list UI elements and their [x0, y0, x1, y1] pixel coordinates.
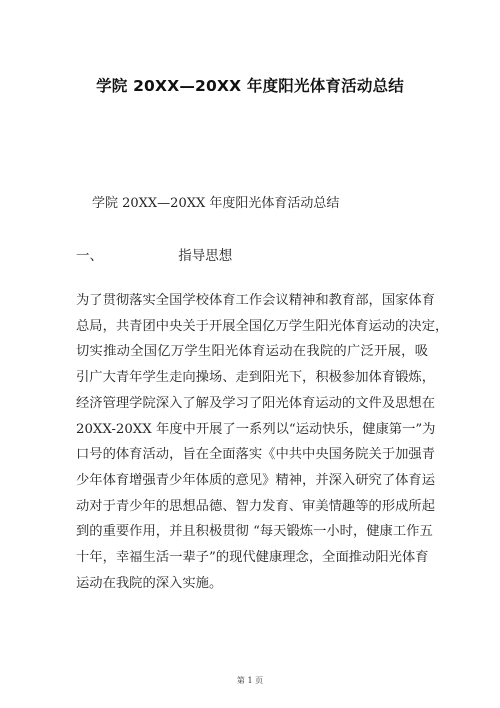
paragraph-line: 口号的体育活动，旨在全面落实《中共中央国务院关于加强青: [76, 447, 436, 463]
paragraph-line: 20XX-20XX 年度中开展了一系列以“运动快乐，健康第一”为: [76, 421, 436, 437]
section-heading: [76, 244, 436, 264]
paragraph-line: 切实推动全国亿万学生阳光体育运动在我院的广泛开展，吸: [76, 344, 428, 360]
paragraph-line: 十年，幸福生活一辈子”的现代健康理念，全面推动阳光体育: [76, 550, 429, 566]
body-paragraph: [76, 288, 449, 596]
page-number: 第 1 页: [236, 676, 264, 685]
document-title: 学院 20XX—20XX 年度阳光体育活动总结: [96, 77, 404, 95]
section-heading-text: 指导思想: [178, 248, 233, 264]
paragraph-line: 总局，共青团中央关于开展全国亿万学生阳光体育运动的决定，: [76, 318, 449, 334]
document-subtitle: 学院 20XX—20XX 年度阳光体育活动总结: [92, 196, 340, 211]
paragraph-line: 经济管理学院深入了解及学习了阳光体育运动的文件及思想在: [76, 395, 436, 411]
paragraph-line: 运动在我院的深入实施。: [76, 575, 223, 591]
paragraph-line: 到的重要作用，并且积极贯彻 “每天锻炼一小时，健康工作五: [76, 524, 433, 540]
paragraph-line: 少年体育增强青少年体质的意见》精神，并深入研究了体育运: [76, 472, 436, 488]
section-number: 一、: [76, 248, 103, 264]
paragraph-line: 引广大青年学生走向操场、走到阳光下，积极参加体育锻炼，: [76, 370, 436, 386]
paragraph-line: 动对于青少年的思想品德、智力发育、审美情趣等的形成所起: [76, 498, 436, 514]
paragraph-line: 为了贯彻落实全国学校体育工作会议精神和教育部，国家体育: [76, 293, 436, 308]
